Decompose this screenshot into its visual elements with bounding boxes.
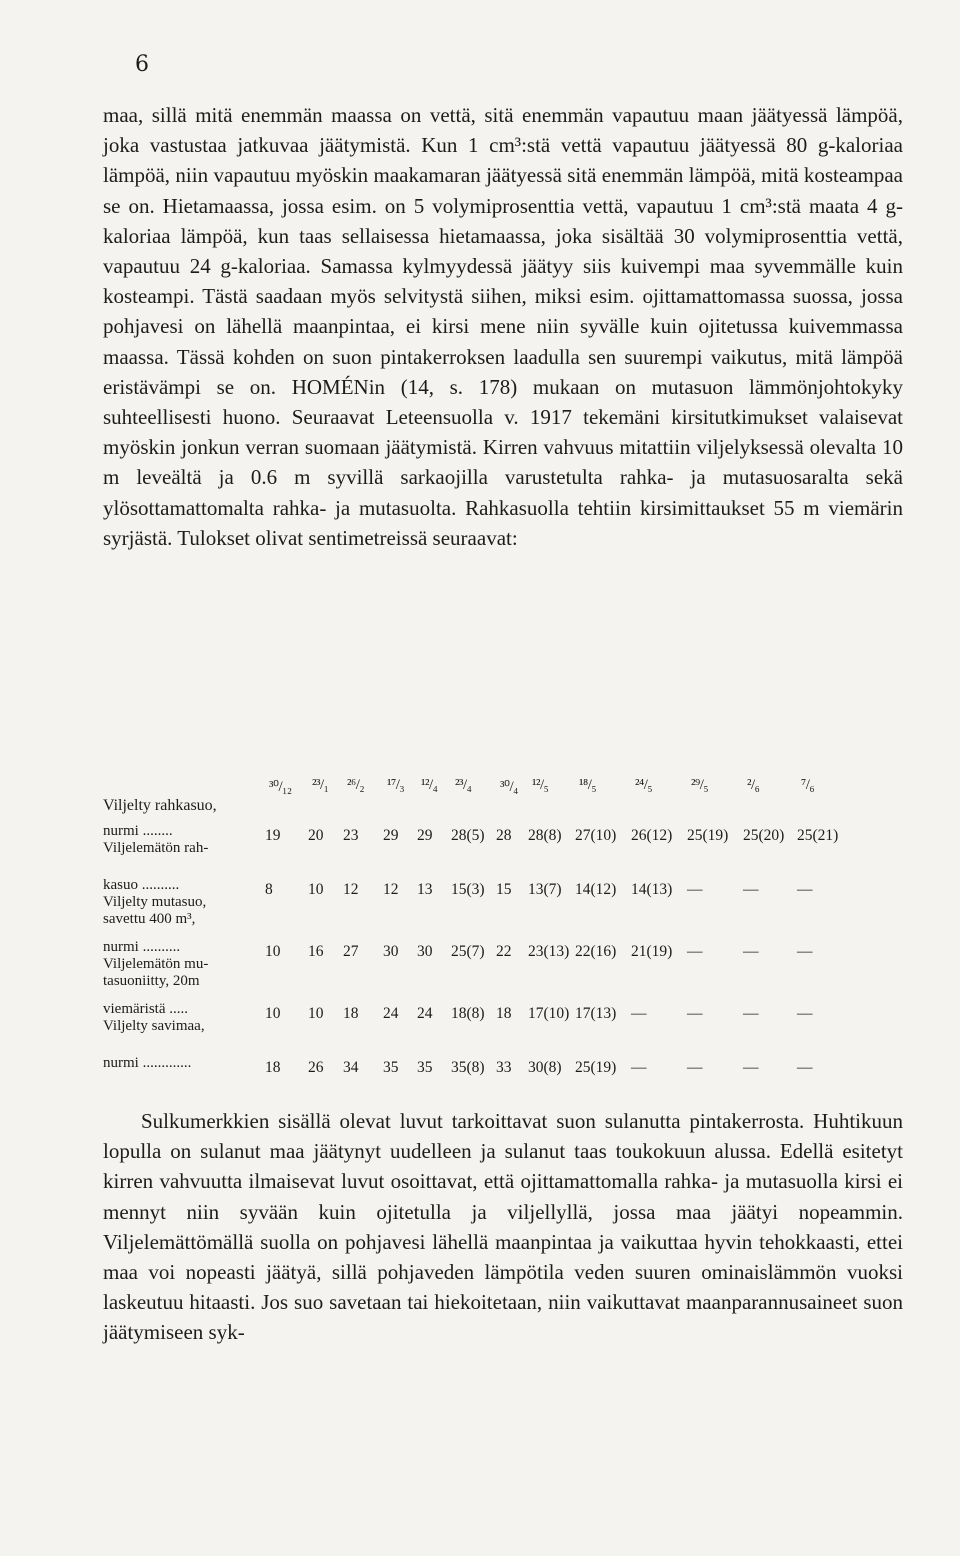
table-cell: 35	[383, 1059, 399, 1076]
date-header: ¹²/₄	[421, 777, 438, 793]
table-cell: 21(19)	[631, 943, 673, 960]
table-header-row	[103, 775, 903, 823]
date-header: ²⁴/₅	[635, 777, 653, 793]
table-cell: 18	[265, 1059, 281, 1076]
date-header: ³⁰/₁₂	[269, 779, 292, 795]
table-cell: 26	[308, 1059, 324, 1076]
table-cell: 27	[343, 943, 359, 960]
table-cell: 28	[496, 827, 512, 844]
table-cell: 10	[308, 1005, 324, 1022]
date-header: ²⁹/₅	[691, 777, 709, 793]
table-cell: 29	[417, 827, 433, 844]
table-cell: —	[687, 1005, 703, 1022]
table-cell: —	[743, 881, 759, 898]
row-label-line: Viljelty savimaa,	[103, 1018, 205, 1034]
table-cell: 28(8)	[528, 827, 562, 844]
date-header: ³⁰/₄	[500, 779, 518, 795]
table-cell: 22(16)	[575, 943, 617, 960]
date-header: ²³/₁	[312, 777, 329, 793]
table-cell: 14(13)	[631, 881, 673, 898]
table-cell: —	[797, 943, 813, 960]
table-cell: —	[687, 943, 703, 960]
table-cell: 14(12)	[575, 881, 617, 898]
table-cell: 24	[383, 1005, 399, 1022]
date-header: ⁷/₆	[801, 777, 815, 793]
row-label-line: kasuo ..........	[103, 877, 180, 893]
table-cell: 30	[383, 943, 399, 960]
row-label-line: Viljelemätön rah-	[103, 840, 209, 856]
table-cell: —	[797, 1059, 813, 1076]
table-cell: 27(10)	[575, 827, 617, 844]
table-cell: —	[631, 1059, 647, 1076]
table-cell: 20	[308, 827, 324, 844]
table-cell: —	[743, 1059, 759, 1076]
date-header: ²/₆	[747, 777, 760, 793]
table-cell: 28(5)	[451, 827, 485, 844]
date-header: ²⁶/₂	[347, 777, 365, 793]
table-cell: 33	[496, 1059, 512, 1076]
table-cell: 10	[265, 1005, 281, 1022]
table-cell: 25(19)	[687, 827, 729, 844]
paragraph-2: Sulkumerkkien sisällä olevat luvut tarkoittavat suon sulanutta pintakerrosta. Huhtikuun lopulla on sulanut maa jäätynyt uudelleen ja sulanut taas toukokuun alussa. Edellä esitetyt kirren vahvuutta ilmaisevat luvut osoittavat, että ojittamattomalla rahka- ja mutasuolla kirsi ei mennyt niin syvään kuin ojitetulla ja viljellyllä, jossa maa jäätyi nopeammin. Viljelemättömällä suolla on pohjavesi lähellä maanpintaa ja vaikuttaa hyvin tehokkaasti, ettei maa voi nopeasti jäätyä, sillä pohjaveden lämpötila veden suuren ominaislämmön vuoksi laskeutuu hitaasti. Jos suo savetaan tai hiekoitetaan, niin vaikuttavat maanparannusaineet suon jäätymiseen syk-	[103, 1109, 903, 1345]
table-cell: 22	[496, 943, 512, 960]
table-cell: 26(12)	[631, 827, 673, 844]
row-label-line: nurmi .............	[103, 1055, 192, 1071]
table-cell: 23(13)	[528, 943, 570, 960]
table-row	[103, 1055, 903, 1095]
table-cell: 30(8)	[528, 1059, 562, 1076]
page-number: 6	[135, 52, 149, 77]
table-cell: 30	[417, 943, 433, 960]
table-cell: 17(10)	[528, 1005, 570, 1022]
row-label-line: viemäristä .....	[103, 1001, 188, 1017]
row-label-line: savettu 400 m³,	[103, 911, 196, 927]
table-row	[103, 823, 903, 877]
table-cell: 29	[383, 827, 399, 844]
table-cell: 25(20)	[743, 827, 785, 844]
table-cell: 10	[265, 943, 281, 960]
table-cell: 15(3)	[451, 881, 485, 898]
table-cell: —	[687, 1059, 703, 1076]
table-cell: —	[797, 881, 813, 898]
table-cell: 15	[496, 881, 512, 898]
table-cell: 13	[417, 881, 433, 898]
table-cell: 25(19)	[575, 1059, 617, 1076]
table-cell: 18	[496, 1005, 512, 1022]
table-cell: —	[743, 943, 759, 960]
table-cell: 23	[343, 827, 359, 844]
paragraph-1: maa, sillä mitä enemmän maassa on vettä, sitä enemmän vapautuu maan jäätyessä lämpöä, joka vastustaa jatkuvaa jäätymistä. Kun 1 cm³:stä vettä vapautuu jäätyessä 80 g-kaloriaa lämpöä, niin vapautuu myöskin maakamaran jäätyessä sitä enemmän lämpöä, mitä kosteampaa se on. Hietamaassa, jossa esim. on 5 volymiprosenttia vettä, vapautuu 1 cm³:stä maata 4 g-kaloriaa lämpöä, kun taas sellaisessa hietamaassa, joka sisältää 30 volymiprosenttia vettä, vapautuu 24 g-kaloriaa. Samassa kylmyydessä jäätyy siis kuivempi maa syvemmälle kuin kosteampi. Tästä saadaan myös selvitystä siihen, miksi esim. ojittamattomassa suossa, jossa pohjavesi on lähellä maanpintaa, ei kirsi mene niin syvälle kuin ojitetussa kuivemmassa maassa. Tässä kohden on suon pintakerroksen laadulla sen suurempi vaikutus, mitä lämpöä eristävämpi se on. HOMÉNin (14, s. 178) mukaan on mutasuon lämmönjohtokyky suhteellisesti huono. Seuraavat Leteensuolla v. 1917 tekemäni kirsitutkimukset valaisevat myöskin jonkun verran suomaan jäätymistä. Kirren vahvuus mitattiin viljelyksessä olevalta 10 m leveältä ja 0.6 m syvillä sarkaojilla varustetulta rahka- ja mutasuosaralta sekä ylösottamattomalta rahka- ja mutasuolta. Rahkasuolla tehtiin kirsimittaukset 55 m viemärin syrjästä. Tulokset olivat sentimetreissä seuraavat:	[103, 103, 903, 550]
table-cell: 16	[308, 943, 324, 960]
date-header: ¹⁷/₃	[387, 777, 405, 793]
table-cell: 8	[265, 881, 273, 898]
table-cell: —	[631, 1005, 647, 1022]
row-label-line: Viljelemätön mu-	[103, 956, 209, 972]
table-cell: 10	[308, 881, 324, 898]
table-cell: 17(13)	[575, 1005, 617, 1022]
table-cell: 25(7)	[451, 943, 485, 960]
table-cell: 13(7)	[528, 881, 562, 898]
row-label-line: nurmi ..........	[103, 939, 181, 955]
table-cell: 18(8)	[451, 1005, 485, 1022]
table-cell: 34	[343, 1059, 359, 1076]
table-cell: —	[687, 881, 703, 898]
date-header: ²³/₄	[455, 777, 472, 793]
table-cell: 24	[417, 1005, 433, 1022]
table-cell: 12	[343, 881, 359, 898]
table-cell: 12	[383, 881, 399, 898]
table-cell: 25(21)	[797, 827, 839, 844]
date-header: ¹²/₅	[532, 777, 549, 793]
table-cell: —	[797, 1005, 813, 1022]
table-row	[103, 877, 903, 939]
table-cell: 19	[265, 827, 281, 844]
row-label-line: Viljelty mutasuo,	[103, 894, 207, 910]
table-cell: 18	[343, 1005, 359, 1022]
table-cell: —	[743, 1005, 759, 1022]
frost-depth-table	[103, 775, 903, 1095]
date-header: ¹⁸/₅	[579, 777, 597, 793]
table-cell: 35	[417, 1059, 433, 1076]
row-label-line: nurmi ........	[103, 823, 173, 839]
row-label: Viljelty rahkasuo,	[103, 797, 217, 814]
table-row	[103, 939, 903, 1001]
table-cell: 35(8)	[451, 1059, 485, 1076]
table-row	[103, 1001, 903, 1055]
row-label-line: tasuoniitty, 20m	[103, 973, 200, 989]
